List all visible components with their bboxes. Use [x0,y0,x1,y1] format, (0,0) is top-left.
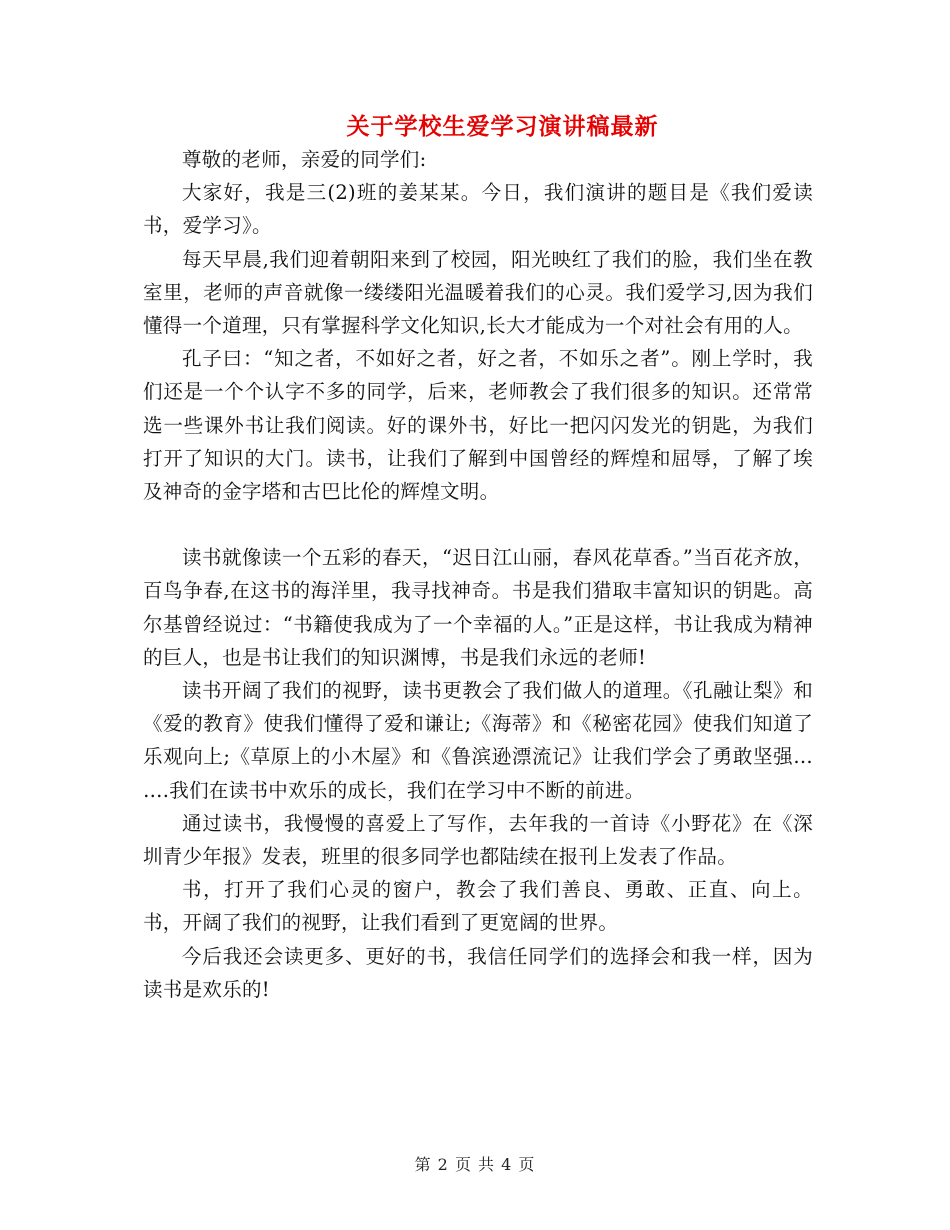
paragraph-salutation: 尊敬的老师，亲爱的同学们: [182,148,427,171]
document-title: 关于学校生爱学习演讲稿最新 [346,113,659,140]
paragraph-writing: 通过读书，我慢慢的喜爱上了写作，去年我的一首诗《小野花》在《深圳青少年报》发表，班里的很多同学也都陆续在报刊上发表了作品。 [143,811,813,869]
paragraph-window: 书，打开了我们心灵的窗户，教会了我们善良、勇敢、正直、向上。书，开阔了我们的视野，让我们看到了更宽阔的世界。 [143,878,813,935]
paragraph-horizons: 读书开阔了我们的视野，读书更教会了我们做人的道理。《孔融让梨》和《爱的教育》使我们懂得了爱和谦让;《海蒂》和《秘密花园》使我们知道了乐观向上;《草原上的小木屋》和《鲁滨逊漂流记》让我们学会了勇敢坚强… ….我们在读书中欢乐的成长，我们在学习中不断的前进。 [143,679,813,802]
paragraph-confucius: 孔子曰：“知之者，不如好之者，好之者，不如乐之者”。刚上学时，我们还是一个个认字不多的同学，后来，老师教会了我们很多的知识。还常常选一些课外书让我们阅读。好的课外书，好比一把闪闪发光的钥匙，为我们打开了知识的大门。读书，让我们了解到中国曾经的辉煌和屈辱，了解了埃及神奇的金字塔和古巴比伦的辉煌文明。 [143,347,813,504]
paragraph-spring: 读书就像读一个五彩的春天，“迟日江山丽，春风花草香。”当百花齐放，百鸟争春,在这书的海洋里，我寻找神奇。书是我们猎取丰富知识的钥匙。高尔基曾经说过：“书籍使我成为了一个幸福的人。”正是这样，书让我成为精神的巨人，也是书让我们的知识渊博，书是我们永远的老师! [143,546,813,669]
paragraph-closing: 今后我还会读更多、更好的书，我信任同学们的选择会和我一样，因为读书是欢乐的! [143,944,813,1001]
paragraph-greeting: 大家好，我是三(2)班的姜某某。今日，我们演讲的题目是《我们爱读书，爱学习》。 [143,181,813,238]
page-number-footer: 第 2 页 共 4 页 [414,1155,536,1174]
paragraph-morning: 每天早晨,我们迎着朝阳来到了校园，阳光映红了我们的脸，我们坐在教室里，老师的声音就像一缕缕阳光温暖着我们的心灵。我们爱学习,因为我们懂得一个道理，只有掌握科学文化知识,长大才能成为一个对社会有用的人。 [143,247,813,338]
document-body [143,143,813,1006]
